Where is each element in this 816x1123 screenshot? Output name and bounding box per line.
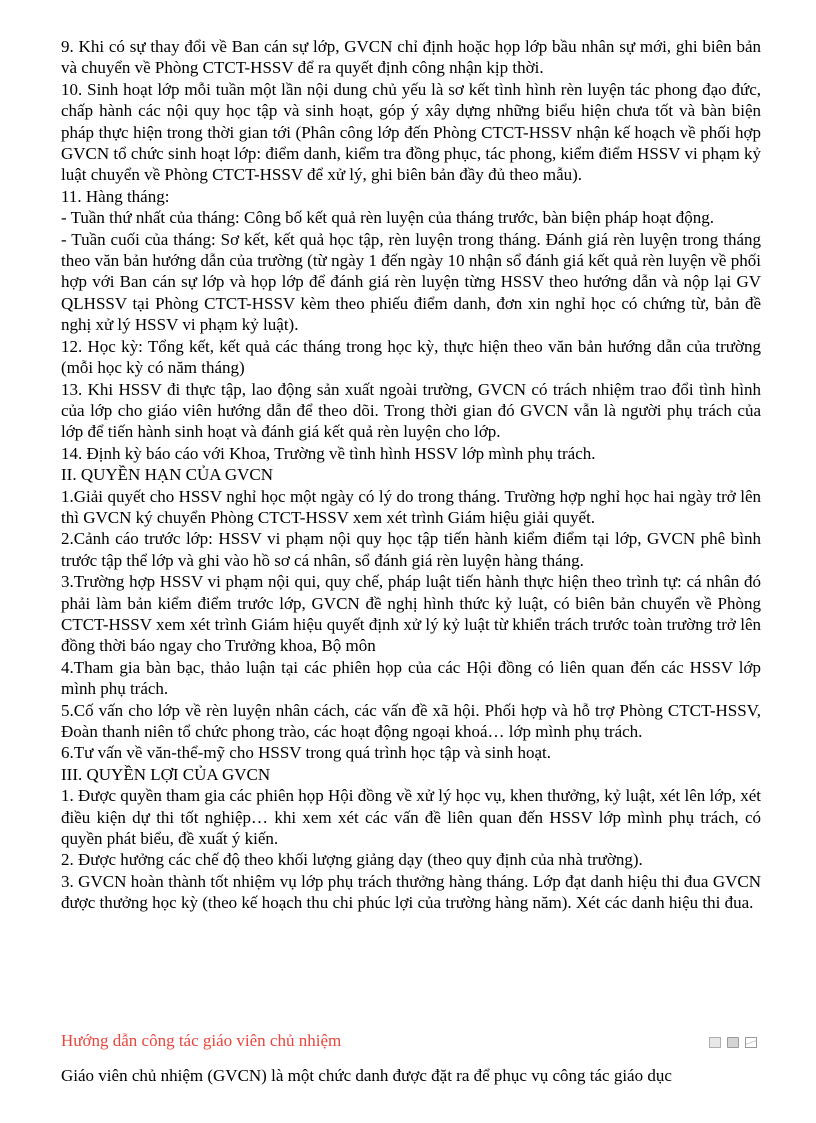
email-icon[interactable] xyxy=(745,1037,757,1048)
benefits-item-2: 2. Được hưởng các chế độ theo khối lượng giảng dạy (theo quy định của nhà trường). xyxy=(61,850,643,870)
rights-item-4: 4.Tham gia bàn bạc, thảo luận tại các phiên họp của các Hội đồng có liên quan đến các HSSV lớp mình phụ trách. xyxy=(61,657,761,699)
article-actions xyxy=(709,1037,757,1048)
document-body xyxy=(61,36,761,914)
paragraph-9: 9. Khi có sự thay đổi về Ban cán sự lớp, GVCN chỉ định hoặc họp lớp bầu nhân sự mới, ghi biên bản và chuyển về Phòng CTCT-HSSV để ra quyết định công nhận kịp thời. xyxy=(61,37,761,78)
article-header xyxy=(61,1031,761,1055)
section-heading-2: II. QUYỀN HẠN CỦA GVCN xyxy=(61,465,274,485)
article-title-link[interactable]: Hướng dẫn công tác giáo viên chủ nhiệm xyxy=(61,1031,342,1050)
paragraph-14: 14. Định kỳ báo cáo với Khoa, Trường về tình hình HSSV lớp mình phụ trách. xyxy=(61,443,596,463)
print-icon[interactable] xyxy=(727,1037,739,1048)
paragraph-11-first-week: - Tuần thứ nhất của tháng: Công bố kết quả rèn luyện của tháng trước, bàn biện pháp hoạt động. xyxy=(61,208,714,228)
benefits-item-3: 3. GVCN hoàn thành tốt nhiệm vụ lớp phụ trách thưởng hàng tháng. Lớp đạt danh hiệu thi đua GVCN được thưởng học kỳ (theo kế hoạch thu chi phúc lợi của trường hàng năm). Xét các danh hiệu thi đua. xyxy=(61,871,761,913)
rights-item-2: 2.Cảnh cáo trước lớp: HSSV vi phạm nội quy học tập tiến hành kiểm điểm tại lớp, GVCN phê bình trước tập thể lớp và ghi vào hồ sơ cá nhân, sổ đánh giá rèn luyện hàng tháng. xyxy=(61,529,761,570)
benefits-item-1: 1. Được quyền tham gia các phiên họp Hội đồng về xử lý học vụ, khen thưởng, kỷ luật, xét lên lớp, xét điều kiện dự thi tốt nghiệp… khi xem xét các vấn đề liên quan đến HSSV lớp mình phụ trách, có quyền phát biểu, đề xuất ý kiến. xyxy=(61,786,761,849)
paragraph-13: 13. Khi HSSV đi thực tập, lao động sản xuất ngoài trường, GVCN có trách nhiệm trao đổi tình hình của lớp cho giáo viên hướng dẫn để theo dõi. Trong thời gian đó GVCN vẫn là người phụ trách của lớp để tiến hành sinh hoạt và đánh giá kết quả rèn luyện cho lớp. xyxy=(61,379,761,442)
paragraph-12: 12. Học kỳ: Tổng kết, kết quả các tháng trong học kỳ, thực hiện theo văn bản hướng dẫn của trường (mỗi học kỳ có năm tháng) xyxy=(61,336,761,378)
paragraph-11-last-week: - Tuần cuối của tháng: Sơ kết, kết quả học tập, rèn luyện trong tháng. Đánh giá rèn luyện trong tháng theo văn bản hướng dẫn của trường (từ ngày 1 đến ngày 10 nhận sổ đánh giá kết quả rèn luyện về phối hợp với Ban cán sự lớp và họp lớp để đánh giá rèn luyện từng HSSV theo hướng dẫn và nộp lại GV QLHSSV tại Phòng CTCT-HSSV kèm theo phiếu điểm danh, đơn xin nghỉ học có chứng từ, bản đề nghị xử lý HSSV vi phạm kỷ luật). xyxy=(61,229,761,335)
rights-item-5: 5.Cố vấn cho lớp về rèn luyện nhân cách, các vấn đề xã hội. Phối hợp và hỗ trợ Phòng CTCT-HSSV, Đoàn thanh niên tổ chức phong trào, các hoạt động ngoại khoá… lớp mình phụ trách. xyxy=(61,700,761,741)
paragraph-10: 10. Sinh hoạt lớp mỗi tuần một lần nội dung chủ yếu là sơ kết tình hình rèn luyện tác phong đạo đức, chấp hành các nội quy học tập và sinh hoạt, góp ý xây dựng những biểu hiện chưa tốt và bàn biện pháp thực hiện trong thời gian tới (Phân công lớp đến Phòng CTCT-HSSV nhận kế hoạch về phối hợp GVCN tổ chức sinh hoạt lớp: điểm danh, kiểm tra đồng phục, tác phong, kiểm điểm HSSV vi phạm kỷ luật chuyển về Phòng CTCT-HSSV để xử lý, ghi biên bản đầy đủ theo mẫu). xyxy=(61,79,761,185)
rights-item-3: 3.Trường hợp HSSV vi phạm nội qui, quy chế, pháp luật tiến hành thực hiện theo trình tự: cá nhân đó phải làm bản kiểm điểm trước lớp, GVCN đề nghị hình thức kỷ luật, có biên bản chuyển về Phòng CTCT-HSSV xem xét trình Giám hiệu quyết định xử lý kỷ luật từ khiển trách trước toàn trường trở lên đồng thời báo ngay cho Trưởng khoa, Bộ môn xyxy=(61,572,761,656)
pdf-icon[interactable] xyxy=(709,1037,721,1048)
rights-item-6: 6.Tư vấn về văn-thể-mỹ cho HSSV trong quá trình học tập và sinh hoạt. xyxy=(61,743,552,763)
paragraph-11: 11. Hàng tháng: xyxy=(61,186,170,206)
section-heading-3: III. QUYỀN LỢI CỦA GVCN xyxy=(61,764,271,784)
article-intro: Giáo viên chủ nhiệm (GVCN) là một chức danh được đặt ra để phục vụ công tác giáo dục xyxy=(61,1066,672,1085)
rights-item-1: 1.Giải quyết cho HSSV nghỉ học một ngày có lý do trong tháng. Trường hợp nghỉ học hai ngày trở lên thì GVCN ký chuyển Phòng CTCT-HSSV xem xét trình Giám hiệu giải quyết. xyxy=(61,486,761,527)
